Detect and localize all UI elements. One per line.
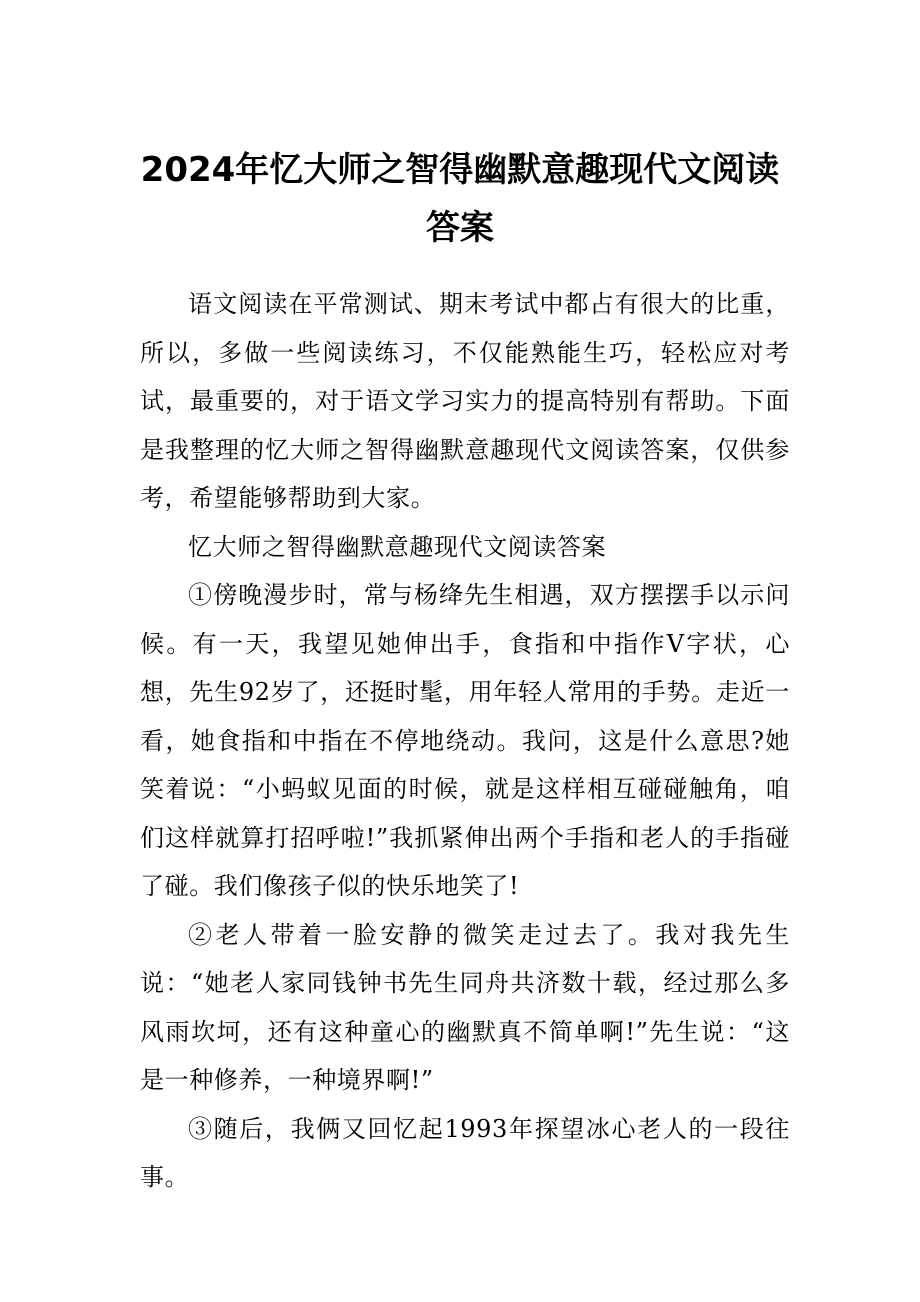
paragraph-2: ②老人带着一脸安静的微笑走过去了。我对我先生说：“她老人家同钱钟书先生同舟共济数十载，经过那么多风雨坎坷，还有这种童心的幽默真不简单啊!”先生说：“这是一种修养，一种境界啊!” — [140, 920, 790, 1094]
document-body — [140, 280, 790, 1202]
document-title-continued: 答案 — [426, 208, 494, 248]
paragraph-3: ③随后，我俩又回忆起1993年探望冰心老人的一段往事。 — [140, 1114, 790, 1191]
article-heading: 忆大师之智得幽默意趣现代文阅读答案 — [188, 532, 607, 561]
intro-paragraph: 语文阅读在平常测试、期末考试中都占有很大的比重，所以，多做一些阅读练习，不仅能熟能生巧，轻松应对考试，最重要的，对于语文学习实力的提高特别有帮助。下面是我整理的忆大师之智得幽默意趣现代文阅读答案，仅供参考，希望能够帮助到大家。 — [140, 290, 790, 512]
document-title: 2024年忆大师之智得幽默意趣现代文阅读 — [140, 150, 780, 190]
paragraph-1: ①傍晚漫步时，常与杨绛先生相遇，双方摆摆手以示问候。有一天，我望见她伸出手，食指和中指作Ⅴ字状，心想，先生92岁了，还挺时髦，用年轻人常用的手势。走近一看，她食指和中指在不停地绕动。我问，这是什么意思?她笑着说：“小蚂蚁见面的时候，就是这样相互碰碰触角，咱们这样就算打招呼啦!”我抓紧伸出两个手指和老人的手指碰了碰。我们像孩子似的快乐地笑了! — [140, 581, 790, 900]
